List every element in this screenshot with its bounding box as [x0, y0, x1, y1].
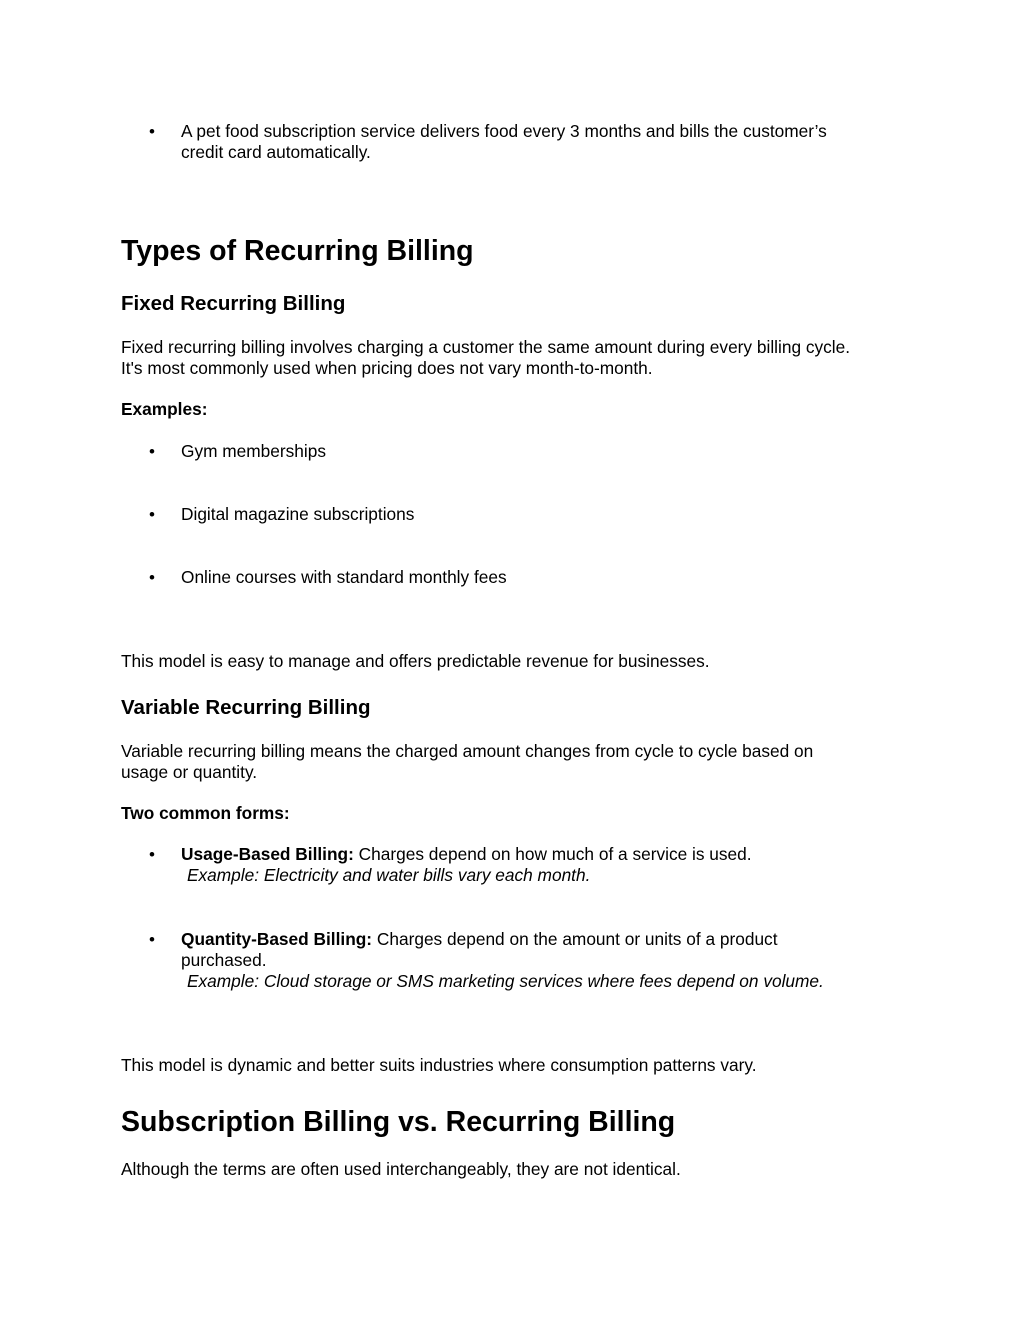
- form-description-line2: purchased.: [181, 950, 267, 970]
- variable-description: [121, 741, 813, 783]
- bullet-marker: •: [149, 568, 155, 587]
- fixed-description: [121, 337, 850, 379]
- fixed-description-line2: It's most commonly used when pricing does not vary month-to-month.: [121, 358, 653, 378]
- variable-description-line1: Variable recurring billing means the charged amount changes from cycle to cycle based on: [121, 741, 814, 761]
- form-item-text: [181, 929, 824, 992]
- intro-bullet-line1: A pet food subscription service delivers food every 3 months and bills the customer’s: [181, 121, 827, 141]
- form-term: Quantity-Based Billing:: [181, 929, 373, 949]
- variable-heading: Variable Recurring Billing: [121, 696, 371, 719]
- form-item-text: [181, 844, 752, 886]
- form-example: Example: Electricity and water bills vary each month.: [187, 865, 591, 885]
- bullet-marker: •: [149, 505, 155, 524]
- variable-description-line2: usage or quantity.: [121, 762, 258, 782]
- example-item-text: Online courses with standard monthly fees: [181, 567, 507, 587]
- bullet-marker: •: [149, 442, 155, 461]
- intro-bullet-line2: credit card automatically.: [181, 142, 371, 162]
- example-item-text: Digital magazine subscriptions: [181, 504, 415, 524]
- form-term: Usage-Based Billing:: [181, 844, 354, 864]
- form-description: Charges depend on the amount or units of a product: [372, 929, 778, 949]
- examples-label: Examples:: [121, 399, 208, 419]
- bullet-marker: •: [149, 930, 155, 949]
- form-description: Charges depend on how much of a service is used.: [353, 844, 752, 864]
- bullet-marker: •: [149, 122, 155, 141]
- bullet-marker: •: [149, 845, 155, 864]
- variable-summary: This model is dynamic and better suits industries where consumption patterns vary.: [121, 1055, 757, 1075]
- forms-label: Two common forms:: [121, 803, 290, 823]
- form-example: Example: Cloud storage or SMS marketing services where fees depend on volume.: [187, 971, 824, 991]
- fixed-summary: This model is easy to manage and offers predictable revenue for businesses.: [121, 651, 710, 671]
- comparison-intro: Although the terms are often used interchangeably, they are not identical.: [121, 1159, 681, 1179]
- fixed-description-line1: Fixed recurring billing involves charging a customer the same amount during every billing cycle.: [121, 337, 851, 357]
- comparison-heading: Subscription Billing vs. Recurring Billing: [121, 1106, 676, 1138]
- intro-bullet-text: [181, 121, 827, 163]
- example-item-text: Gym memberships: [181, 441, 327, 461]
- fixed-heading: Fixed Recurring Billing: [121, 292, 346, 315]
- types-heading: Types of Recurring Billing: [121, 235, 474, 267]
